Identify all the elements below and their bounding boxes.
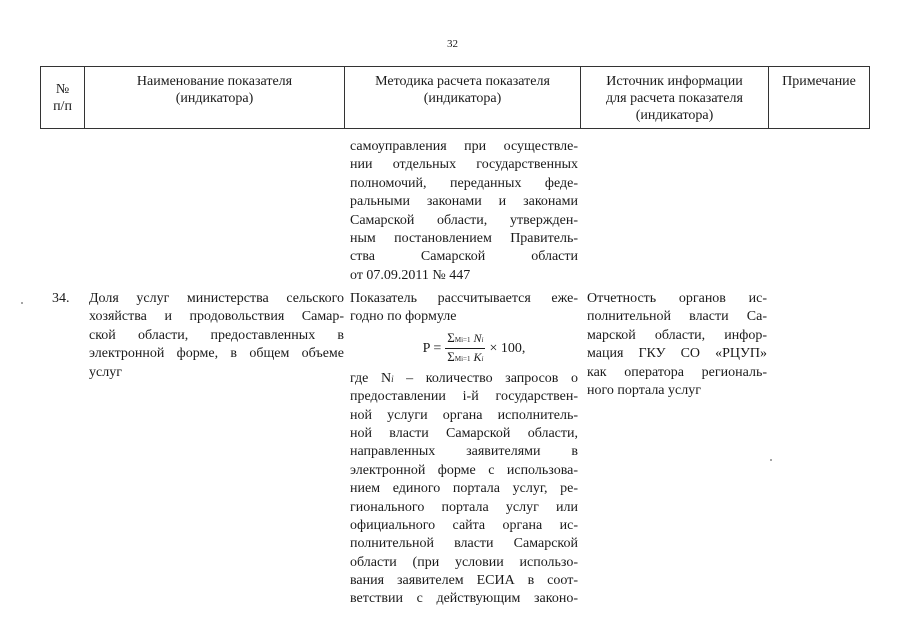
formula-fraction <box>445 331 485 366</box>
scan-speck <box>770 459 772 461</box>
method-line: электронной форме с использова- <box>350 462 578 478</box>
formula <box>370 329 578 369</box>
method-line-start: где N <box>350 370 392 386</box>
indicator-name <box>89 290 344 382</box>
header-method <box>345 67 581 129</box>
continuation-line: от 07.09.2011 № 447 <box>350 267 471 283</box>
continuation-line: ства Самарской области <box>350 249 578 265</box>
header-number <box>41 67 85 129</box>
sum-upper: M <box>454 355 462 364</box>
sum-sign: Σ <box>447 330 455 346</box>
table-header <box>40 66 870 129</box>
continuation-line: Самарской области, утвержден- <box>350 212 578 228</box>
source-line: Отчетность органов ис- <box>587 291 767 306</box>
method-line: направленных заявителями в <box>350 444 578 460</box>
header-note: Примечание <box>769 67 870 129</box>
formula-numerator <box>445 331 485 349</box>
header-indicator-name <box>85 67 345 129</box>
source-line: мация ГКУ СО «РЦУП» <box>587 346 767 362</box>
source-line: полнительной власти Са- <box>587 309 767 325</box>
header-number-line: п/п <box>53 99 72 114</box>
scan-speck <box>21 302 23 304</box>
header-name-line: Наименование показателя <box>136 74 293 89</box>
method-line: Показатель рассчитывается еже- <box>350 291 578 306</box>
header-source-line: (индикатора) <box>635 108 714 123</box>
header-method-line: Методика расчета показателя <box>375 74 550 89</box>
header-name-line: (индикатора) <box>175 91 254 106</box>
method-line: области (при условии использо- <box>350 554 578 570</box>
method-line <box>350 370 578 388</box>
continuation-line: ральными законами и законами <box>350 194 578 210</box>
sum-lower: i=1 <box>461 336 471 345</box>
denominator-var: K <box>473 350 482 365</box>
method-line: полнительной власти Самарской <box>350 536 578 552</box>
method-line: нием единого портала услуг, ре- <box>350 481 578 497</box>
header-source-line: для расчета показателя <box>606 91 743 106</box>
method-line-rest: – количество запросов о <box>393 370 578 386</box>
method-line: ной власти Самарской области, <box>350 425 578 441</box>
page-number: 32 <box>447 38 458 50</box>
header-source <box>581 67 769 129</box>
indicator-name-line: Доля услуг министерства сельского <box>89 291 344 306</box>
continuation-line: самоуправления при осуществле- <box>350 139 578 154</box>
method-line: гионального портала услуг или <box>350 499 578 515</box>
header-method-line: (индикатора) <box>423 91 502 106</box>
row-number: 34. <box>52 291 70 306</box>
method-line: ветствии с действующим законо- <box>350 591 578 607</box>
method-line: предоставлении i-й государствен- <box>350 389 578 405</box>
source-line: как оператора региональ- <box>587 364 767 380</box>
continuation-line: ным постановлением Правитель- <box>350 230 578 246</box>
numerator-var: N <box>473 331 482 346</box>
formula-rhs: × 100, <box>489 340 526 356</box>
formula-denominator <box>445 349 485 366</box>
method-line: официального сайта органа ис- <box>350 517 578 533</box>
indicator-name-line: электронной форме, в общем объеме <box>89 346 344 362</box>
indicator-name-line: ской области, предоставленных в <box>89 327 344 343</box>
continuation-line: нии отдельных государственных <box>350 157 578 173</box>
indicator-name-line: услуг <box>89 364 122 380</box>
method-var-sub: i <box>391 373 394 384</box>
numerator-var-sub: i <box>481 336 484 345</box>
sum-sign: Σ <box>447 349 455 365</box>
information-source <box>587 290 767 400</box>
sum-lower: i=1 <box>461 355 471 364</box>
header-number-line: № <box>55 82 70 97</box>
source-line: марской области, инфор- <box>587 327 767 343</box>
method-line: вания заявителем ЕСИА в соот- <box>350 573 578 589</box>
method-line: годно по формуле <box>350 309 457 325</box>
calculation-method <box>350 290 578 609</box>
indicator-name-line: хозяйства и продовольствия Самар- <box>89 309 344 325</box>
header-source-line: Источник информации <box>606 74 743 89</box>
sum-upper: M <box>454 336 462 345</box>
source-line: ного портала услуг <box>587 382 701 398</box>
denominator-var-sub: i <box>481 355 484 364</box>
formula-lhs: P = <box>422 340 442 356</box>
continuation-line: полномочий, переданных феде- <box>350 175 578 191</box>
method-line: ной услуги органа исполнитель- <box>350 407 578 423</box>
method-continuation <box>350 138 578 285</box>
